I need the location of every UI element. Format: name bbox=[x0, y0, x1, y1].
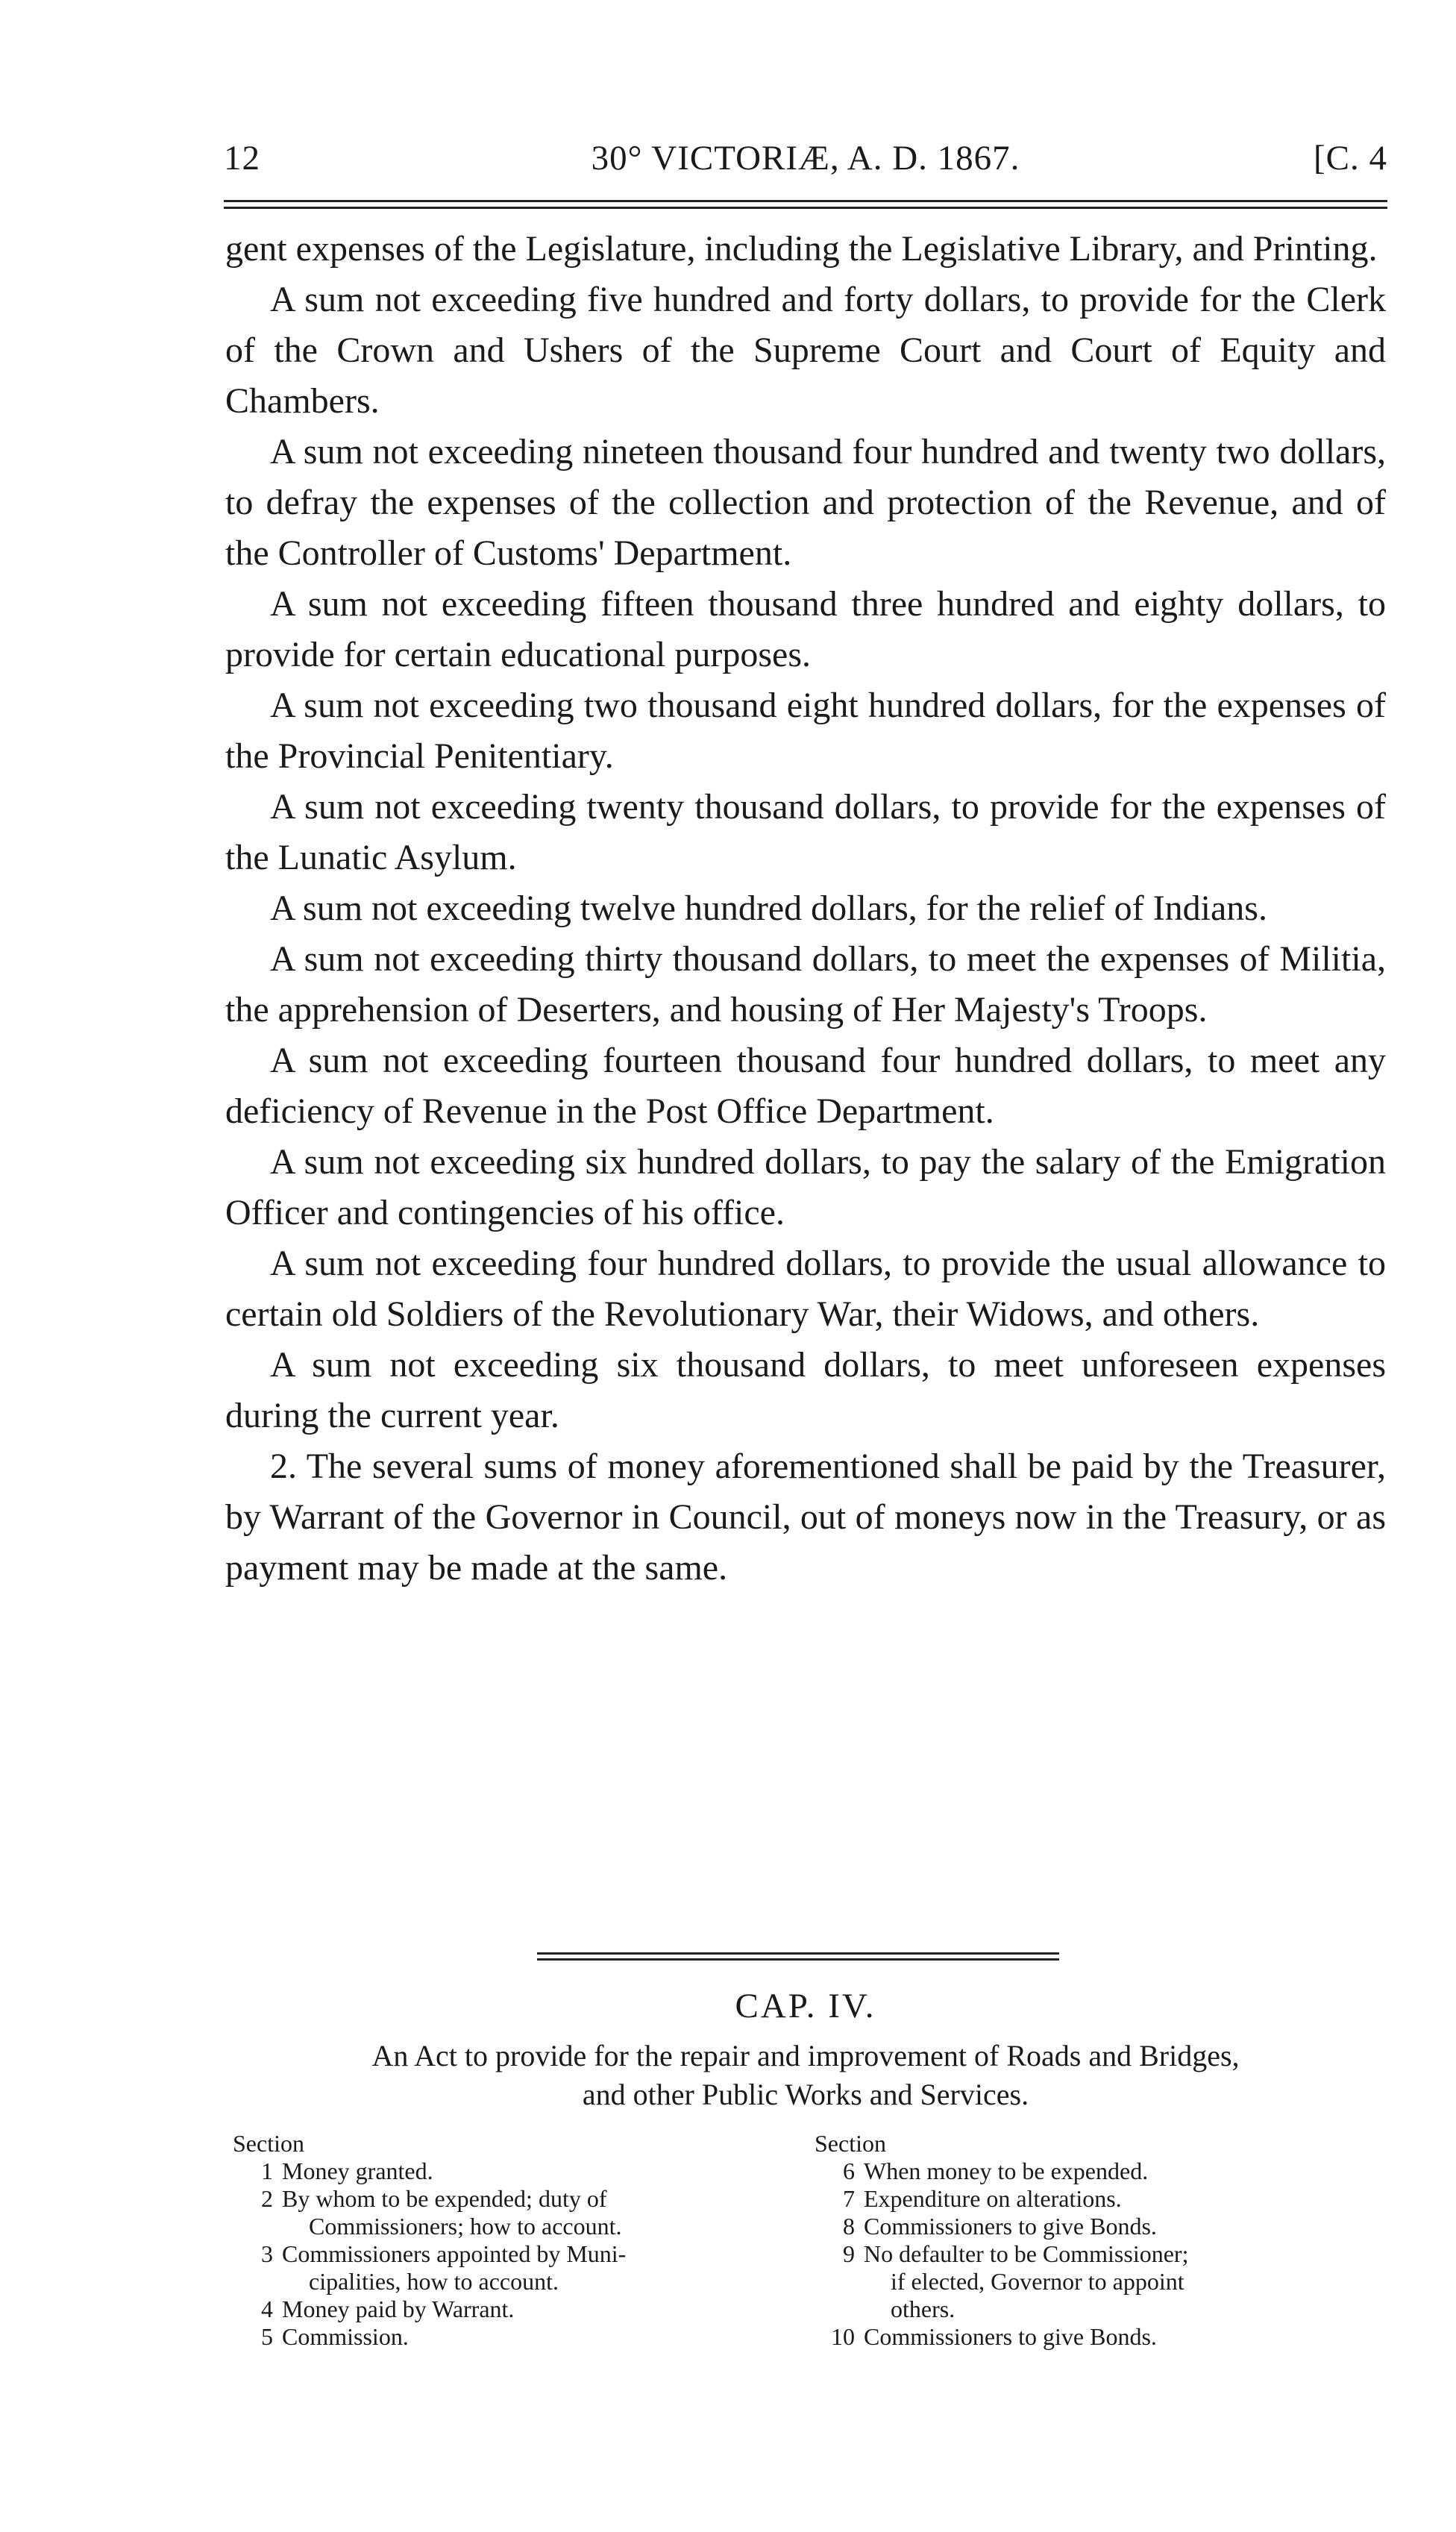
paragraph: 2. The several sums of money aforementioned shall be paid by the Treasurer, by Warrant of the Governor in Council, out of moneys now in the Treasury, or as payment may be made at the same. bbox=[225, 1447, 1386, 1588]
paragraph: A sum not exceeding thirty thousand dollars, to meet the expenses of Militia, the apprehension of Deserters, and housing of Her Majesty's Troops. bbox=[225, 939, 1386, 1030]
paragraph: A sum not exceeding fifteen thousand three hundred and eighty dollars, to provide for certain educational purposes. bbox=[225, 584, 1386, 674]
section-entry bbox=[233, 2240, 800, 2296]
section-number: 4 bbox=[261, 2296, 273, 2322]
paragraph: A sum not exceeding six hundred dollars, to pay the salary of the Emigration Officer and contingencies of his office. bbox=[225, 1142, 1386, 1232]
section-entry bbox=[233, 2185, 800, 2240]
section-text: cipalities, how to account. bbox=[309, 2268, 559, 2295]
section-number: 1 bbox=[261, 2157, 273, 2184]
section-number: 2 bbox=[261, 2185, 273, 2212]
section-text: Commissioners appointed by Muni- bbox=[282, 2240, 627, 2267]
section-number: 3 bbox=[261, 2240, 273, 2267]
section-number: 7 bbox=[843, 2185, 855, 2212]
section-text: Commissioners; how to account. bbox=[309, 2213, 622, 2240]
act-title-line: An Act to provide for the repair and improvement of Roads and Bridges, bbox=[371, 2039, 1240, 2072]
paragraph: gent expenses of the Legislature, including the Legislative Library, and Printing. bbox=[225, 229, 1378, 269]
section-column-right bbox=[815, 2130, 1381, 2351]
section-entry bbox=[233, 2157, 800, 2185]
section-entry bbox=[233, 2296, 800, 2323]
paragraph: A sum not exceeding nineteen thousand four hundred and twenty two dollars, to defray the expenses of the collection and protection of the Revenue, and of the Controller of Customs' Department. bbox=[225, 432, 1386, 573]
header-double-rule bbox=[224, 200, 1387, 210]
section-text: if elected, Governor to appoint bbox=[891, 2268, 1184, 2295]
section-text: By whom to be expended; duty of bbox=[282, 2185, 607, 2212]
paragraph: A sum not exceeding twenty thousand dollars, to provide for the expenses of the Lunatic Asylum. bbox=[225, 787, 1386, 877]
act-title-line: and other Public Works and Services. bbox=[582, 2078, 1029, 2111]
section-heading: Section bbox=[815, 2130, 886, 2157]
paragraph: A sum not exceeding twelve hundred dollars, for the relief of Indians. bbox=[270, 889, 1267, 928]
paragraph: A sum not exceeding two thousand eight hundred dollars, for the expenses of the Provincial Penitentiary. bbox=[225, 686, 1386, 776]
page-number: 12 bbox=[224, 139, 260, 178]
paragraph: A sum not exceeding fourteen thousand four hundred dollars, to meet any deficiency of Revenue in the Post Office Department. bbox=[225, 1041, 1386, 1131]
section-entry bbox=[815, 2240, 1381, 2323]
act-title bbox=[224, 2037, 1387, 2114]
section-entry bbox=[815, 2323, 1381, 2351]
section-entry bbox=[815, 2185, 1381, 2213]
section-number: 6 bbox=[843, 2157, 855, 2184]
paragraph: A sum not exceeding six thousand dollars, to meet unforeseen expenses during the current year. bbox=[225, 1345, 1386, 1435]
paragraph: A sum not exceeding four hundred dollars, to provide the usual allowance to certain old Soldiers of the Revolutionary War, their Widows, and others. bbox=[225, 1244, 1386, 1334]
section-text: others. bbox=[891, 2296, 956, 2322]
running-header bbox=[224, 138, 1387, 190]
section-number: 9 bbox=[843, 2240, 855, 2267]
section-text: Money granted. bbox=[282, 2157, 433, 2184]
section-number: 10 bbox=[831, 2323, 855, 2350]
paragraph: A sum not exceeding five hundred and forty dollars, to provide for the Clerk of the Crown and Ushers of the Supreme Court and Court of Equity and Chambers. bbox=[225, 280, 1386, 421]
section-text: No defaulter to be Commissioner; bbox=[864, 2240, 1189, 2267]
section-entry bbox=[815, 2213, 1381, 2240]
section-text: Money paid by Warrant. bbox=[282, 2296, 515, 2322]
chapter-reference: [C. 4 bbox=[1314, 139, 1387, 178]
section-text: Commissioners to give Bonds. bbox=[864, 2323, 1157, 2350]
running-title: 30° VICTORIÆ, A. D. 1867. bbox=[591, 139, 1020, 178]
section-number: 5 bbox=[261, 2323, 273, 2350]
cap-title: CAP. IV. bbox=[735, 1987, 876, 2025]
section-number: 8 bbox=[843, 2213, 855, 2240]
section-text: Commissioners to give Bonds. bbox=[864, 2213, 1157, 2240]
body-text bbox=[225, 224, 1386, 1594]
section-entry bbox=[815, 2157, 1381, 2185]
section-text: Expenditure on alterations. bbox=[864, 2185, 1122, 2212]
cap-double-rule bbox=[537, 1952, 1059, 1963]
section-text: When money to be expended. bbox=[864, 2157, 1149, 2184]
section-heading: Section bbox=[233, 2130, 304, 2157]
section-entry bbox=[233, 2323, 800, 2351]
section-text: Commission. bbox=[282, 2323, 409, 2350]
section-column-left bbox=[233, 2130, 800, 2351]
